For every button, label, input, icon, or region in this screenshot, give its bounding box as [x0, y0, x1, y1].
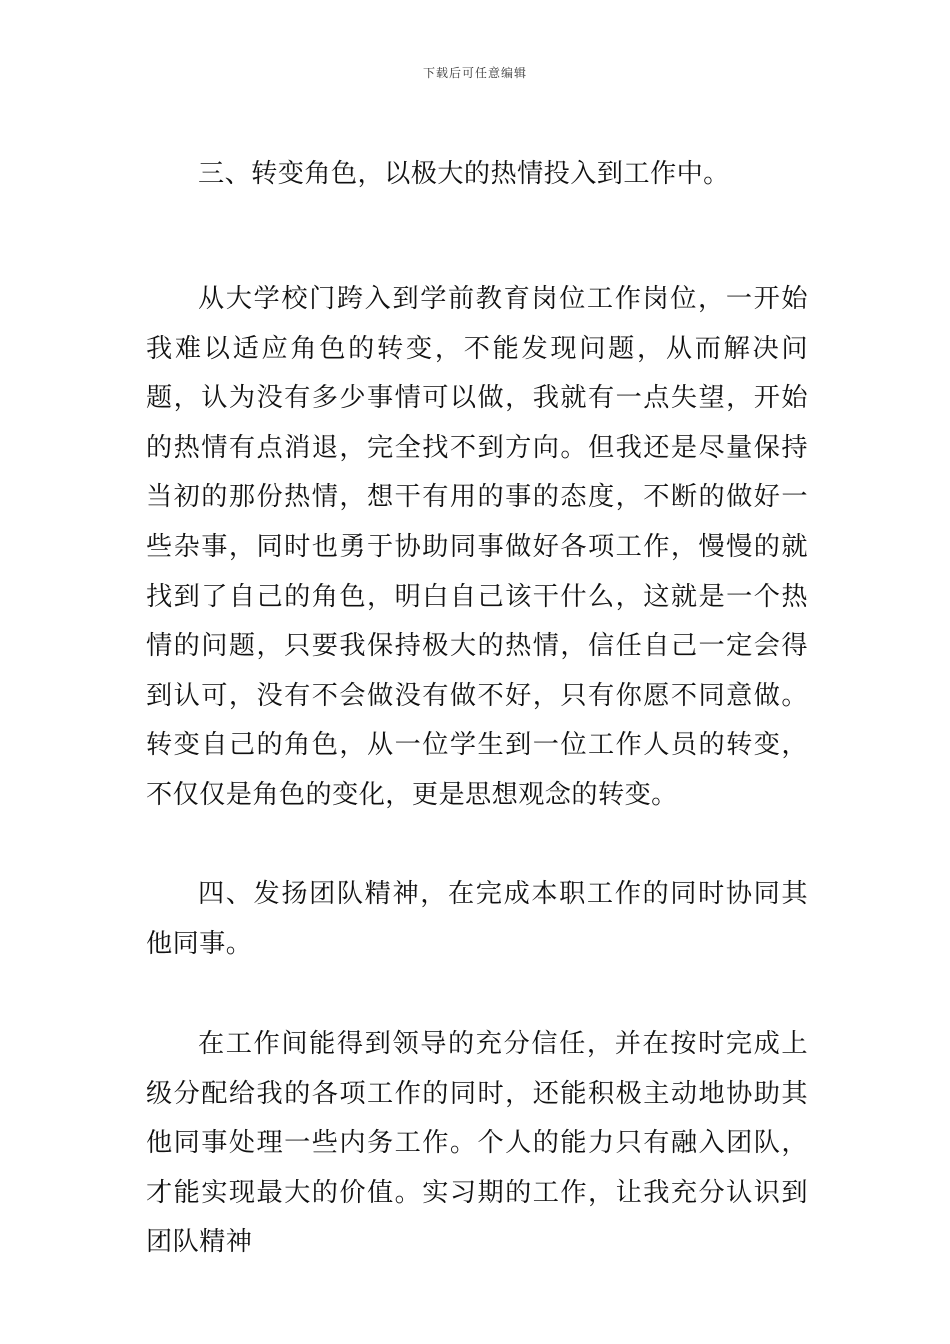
section-heading-3: 三、转变角色，以极大的热情投入到工作中。 [198, 159, 730, 189]
paragraph-teamwork: 在工作间能得到领导的充分信任，并在按时完成上级分配给我的各项工作的同时，还能积极主动地协助其他同事处理一些内务工作。个人的能力只有融入团队，才能实现最大的价值。实习期的工作，让我充分认识到团队精神 [146, 1029, 808, 1258]
section-heading-4: 四、发扬团队精神，在完成本职工作的同时协同其他同事。 [146, 879, 808, 959]
header-note: 下载后可任意编辑 [422, 66, 527, 80]
paragraph-role-change: 从大学校门跨入到学前教育岗位工作岗位，一开始我难以适应角色的转变，不能发现问题，从而解决问题，认为没有多少事情可以做，我就有一点失望，开始的热情有点消退，完全找不到方向。但我还是尽量保持当初的那份热情，想干有用的事的态度，不断的做好一些杂事，同时也勇于协助同事做好各项工作，慢慢的就找到了自己的角色，明白自己该干什么，这就是一个热情的问题，只要我保持极大的热情，信任自己一定会得到认可，没有不会做没有做不好，只有你愿不同意做。转变自己的角色，从一位学生到一位工作人员的转变，不仅仅是角色的变化，更是思想观念的转变。 [146, 284, 808, 810]
